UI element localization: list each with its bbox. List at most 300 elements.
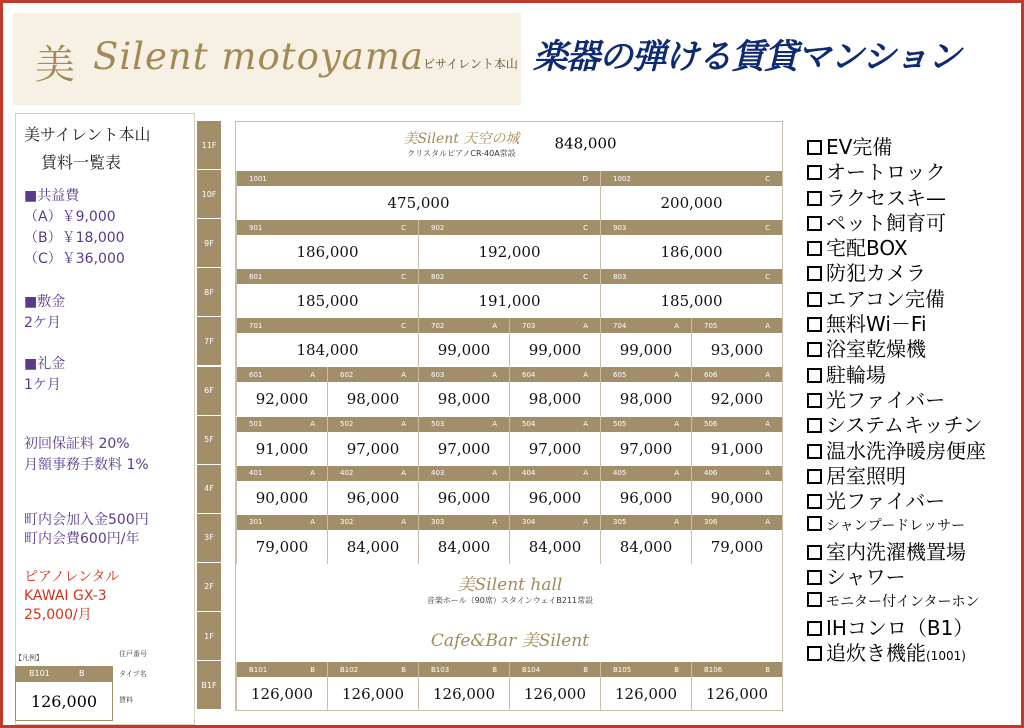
unit-header [328,662,418,677]
checkbox-icon [807,592,822,607]
unit-rent: 98,000 [437,390,491,409]
feature-label: ペット飼育可 [826,210,946,235]
unit-rent: 79,000 [710,537,764,556]
unit-cell [418,515,509,564]
unit-header [510,367,600,382]
unit-number: 604 [522,370,536,379]
unit-rent: 126,000 [341,685,405,703]
penthouse-rent: 848,000 [554,134,617,153]
unit-header [237,171,600,186]
unit-rent: 79,000 [255,537,309,556]
feature-label: 無料Wi－Fi [826,312,927,337]
checkbox-icon [807,165,822,180]
piano-price: 25,000/月 [24,607,92,623]
unit-cell [236,171,600,220]
unit-type: C [583,223,588,232]
checkbox-icon [807,317,822,332]
unit-cell [418,318,509,367]
unit-cell [509,515,600,564]
feature-item [807,363,1019,388]
legend [13,651,163,723]
unit-rent: 92,000 [710,390,764,409]
unit-cell [327,367,418,416]
unit-header [328,417,418,432]
unit-cell [600,220,782,269]
penthouse [236,128,784,159]
feature-label: 温水洗浄暖房便座 [826,438,986,463]
feature-item [807,616,1019,641]
unit-cell [600,318,691,367]
unit-header [692,515,782,530]
unit-cell [509,367,600,416]
unit-number: 501 [249,420,263,428]
feature-label: 光ファイバー [826,489,946,514]
unit-number: 402 [340,469,354,478]
unit-rent: 126,000 [523,685,587,703]
unit-cell [691,318,782,367]
feature-label: システムキッチン [826,413,983,438]
unit-type: C [765,223,770,232]
unit-type: A [310,370,315,379]
unit-rent: 96,000 [346,488,400,507]
unit-number: 505 [613,420,627,428]
checkbox-icon [807,545,822,560]
unit-header [692,466,782,481]
unit-number: 1001 [249,174,267,183]
unit-number: 303 [431,518,445,527]
unit-number: 702 [431,321,445,330]
unit-type: A [765,370,770,379]
unit-type: A [310,518,315,527]
penthouse-note: クリスタルピアノCR-40A常設 [407,149,516,158]
legend-type: B [79,669,85,678]
checkbox-icon [807,444,822,459]
unit-header [601,515,691,530]
feature-label: IHコンロ（B1） [826,615,974,640]
floor-label: 11F [197,121,221,170]
unit-header [237,662,327,677]
unit-type: A [765,469,770,478]
unit-header [692,318,782,333]
unit-number: 606 [704,370,718,379]
feature-label: 追炊き機能 [826,640,926,665]
unit-header [419,662,509,677]
unit-header [237,417,327,432]
unit-header [692,662,782,677]
unit-rent: 91,000 [710,439,764,458]
unit-rent: 84,000 [528,537,582,556]
unit-number: 703 [522,321,536,330]
assoc-annual-fee: 町内会費600円/年 [24,531,140,547]
unit-header [601,220,782,235]
unit-rent: 126,000 [432,685,496,703]
unit-cell [236,662,327,711]
unit-number: B104 [522,665,541,674]
unit-cell [236,269,418,318]
feature-label: 宅配BOX [826,236,908,261]
unit-cell [236,466,327,515]
unit-type: A [401,420,406,428]
feature-item [807,641,1019,669]
feature-item [807,540,1019,565]
feature-item [807,413,1019,438]
legend-title: 【凡例】 [15,654,43,662]
unit-header [510,515,600,530]
feature-label: シャンプードレッサー [826,518,966,535]
checkbox-icon [807,646,822,661]
unit-cell [327,417,418,466]
unit-rent: 192,000 [478,243,541,262]
unit-number: 701 [249,321,263,330]
unit-rent: 126,000 [250,685,314,703]
unit-type: C [401,272,406,281]
feature-label: EV完備 [826,135,893,159]
unit-type: A [674,469,679,478]
unit-rent: 97,000 [437,439,491,458]
legend-header [15,666,113,681]
unit-type: A [492,518,497,527]
unit-rent: 200,000 [660,194,723,212]
legend-unit-no: B101 [29,669,50,678]
headline: 楽器の弾ける賃貸マンション [533,37,961,77]
unit-type: D [582,174,588,183]
unit-cell [327,515,418,564]
unit-header [601,367,691,382]
unit-rent: 126,000 [614,685,678,703]
kyoeki-a: （A）￥9,000 [24,209,116,225]
unit-header [328,367,418,382]
unit-type: A [583,420,588,428]
unit-number: 401 [249,469,263,478]
unit-rent: 185,000 [296,292,359,311]
unit-cell [236,515,327,564]
guarantee-fee: 初回保証料 20% [24,436,130,452]
unit-number: 802 [431,272,445,281]
unit-type: B [401,665,406,674]
feature-item [807,287,1019,312]
logo-kanji: 美 [35,42,75,88]
checkbox-icon [807,368,822,383]
unit-header [510,466,600,481]
unit-header [692,367,782,382]
unit-type: A [674,370,679,379]
unit-number: B102 [340,665,359,674]
unit-cell [236,220,418,269]
unit-rent: 96,000 [528,488,582,507]
floor-label: 9F [197,219,221,268]
unit-type: A [401,370,406,379]
unit-number: 601 [249,370,263,379]
unit-number: B105 [613,665,632,674]
unit-rent: 96,000 [619,488,673,507]
feature-label: 居室照明 [826,463,906,488]
kyoeki-b: （B）￥18,000 [24,230,125,246]
unit-rent: 126,000 [705,685,769,703]
unit-type: A [583,370,588,379]
unit-header [692,417,782,432]
unit-type: A [310,420,315,428]
floor-label: 10F [197,170,221,219]
unit-header [510,318,600,333]
unit-number: 306 [704,518,718,527]
piano-rental: ピアノレンタル [24,569,120,585]
unit-type: A [583,321,588,330]
feature-note: (1001) [926,648,966,663]
unit-number: 502 [340,420,354,428]
unit-header [237,466,327,481]
unit-header [419,466,509,481]
unit-type: A [492,420,497,428]
floor-column [197,121,221,711]
unit-cell [509,318,600,367]
checkbox-icon [807,140,822,155]
unit-type: B [583,665,588,674]
unit-type: C [765,174,770,183]
unit-cell [509,662,600,711]
feature-label: 室内洗濯機置場 [826,539,966,564]
unit-rent: 90,000 [710,488,764,507]
unit-cell [236,417,327,466]
unit-number: 602 [340,370,354,379]
unit-rent: 99,000 [619,341,673,360]
feature-list [807,135,1019,669]
shikikin-value: 2ケ月 [24,315,61,331]
unit-rent: 99,000 [528,341,582,360]
penthouse-name: 美Silent 天空の城 [403,131,520,147]
unit-number: B103 [431,665,450,674]
unit-rent: 97,000 [346,439,400,458]
unit-rent: 92,000 [255,390,309,409]
unit-rent: 84,000 [346,537,400,556]
feature-label: 防犯カメラ [826,261,926,286]
unit-number: 305 [613,518,627,527]
unit-header [237,515,327,530]
unit-rent: 98,000 [346,390,400,409]
feature-item [807,261,1019,286]
unit-type: A [401,469,406,478]
legend-rent-label: 賃料 [119,696,133,704]
unit-type: A [401,518,406,527]
feature-label: エアコン完備 [826,286,945,311]
feature-item [807,160,1019,185]
unit-cell [327,662,418,711]
feature-item [807,211,1019,236]
building-grid [235,121,783,711]
feature-label: モニター付インターホン [826,594,980,611]
unit-type: A [492,321,497,330]
unit-header [419,269,600,284]
unit-cell [509,466,600,515]
unit-type: A [674,321,679,330]
kyoeki-label: ■共益費 [24,188,80,204]
unit-cell [327,466,418,515]
info-title: 美サイレント本山 [24,125,151,144]
unit-number: 704 [613,321,627,330]
unit-number: 903 [613,223,627,232]
unit-header [237,220,418,235]
unit-number: 803 [613,272,627,281]
floor-label: B1F [197,661,221,710]
unit-type: B [310,665,315,674]
unit-cell [600,367,691,416]
unit-header [419,318,509,333]
unit-number: 406 [704,469,718,478]
info-panel [15,113,195,725]
unit-number: 404 [522,469,536,478]
feature-label: 浴室乾燥機 [826,337,926,362]
admin-fee: 月額事務手数料 1% [24,457,149,473]
unit-rent: 184,000 [296,341,359,360]
unit-cell [418,220,600,269]
unit-header [328,515,418,530]
feature-label: 光ファイバー [826,387,946,412]
unit-cell [418,269,600,318]
feature-item [807,464,1019,489]
unit-type: B [492,665,497,674]
unit-cell [600,171,782,220]
unit-cell [418,466,509,515]
checkbox-icon [807,292,822,307]
checkbox-icon [807,621,822,636]
checkbox-icon [807,191,822,206]
checkbox-icon [807,241,822,256]
unit-number: 603 [431,370,445,379]
unit-rent: 186,000 [296,243,359,262]
checkbox-icon [807,216,822,231]
logo-kana: ビサイレント本山 [423,57,518,71]
unit-header [419,417,509,432]
unit-cell [600,466,691,515]
unit-header [601,171,782,186]
unit-number: 605 [613,370,627,379]
unit-type: A [583,469,588,478]
unit-cell [236,318,418,367]
floor-label: 6F [197,367,221,416]
checkbox-icon [807,266,822,281]
unit-rent: 90,000 [255,488,309,507]
hall-note: 音楽ホール（90席）スタインウェイB211常設 [426,596,594,605]
unit-cell [418,662,509,711]
feature-label: 駐輪場 [826,362,886,387]
info-subtitle: 賃料一覧表 [41,153,122,172]
feature-item [807,312,1019,337]
unit-header [601,269,782,284]
unit-rent: 97,000 [619,439,673,458]
unit-rent: 475,000 [387,194,450,212]
assoc-join-fee: 町内会加入金500円 [24,512,149,528]
unit-number: 405 [613,469,627,478]
unit-header [601,466,691,481]
reikin-value: 1ケ月 [24,377,61,393]
unit-number: 302 [340,518,354,527]
unit-cell [691,515,782,564]
unit-rent: 186,000 [660,243,723,262]
unit-header [601,318,691,333]
unit-cell [600,269,782,318]
floor-label: 4F [197,465,221,514]
unit-cell [418,367,509,416]
brand-logo [13,13,521,105]
unit-cell [236,367,327,416]
unit-header [237,367,327,382]
unit-number: 301 [249,518,263,527]
unit-header [419,515,509,530]
kyoeki-c: （C）￥36,000 [24,251,125,267]
unit-header [237,318,418,333]
unit-rent: 98,000 [619,390,673,409]
unit-header [510,662,600,677]
checkbox-icon [807,516,822,531]
unit-number: 403 [431,469,445,478]
legend-type-label: タイプ名 [119,670,147,678]
unit-type: B [674,665,679,674]
unit-type: A [492,370,497,379]
feature-item [807,590,1019,615]
shikikin-label: ■敷金 [24,294,66,310]
unit-header [419,367,509,382]
feature-item [807,186,1019,211]
feature-item [807,514,1019,539]
unit-cell [418,417,509,466]
unit-cell [691,367,782,416]
checkbox-icon [807,494,822,509]
unit-number: 304 [522,518,536,527]
unit-header [237,269,418,284]
hall-name: 美Silent hall [457,575,563,595]
unit-header [510,417,600,432]
floor-label: 2F [197,563,221,612]
unit-rent: 84,000 [619,537,673,556]
feature-item [807,337,1019,362]
checkbox-icon [807,418,822,433]
piano-model: KAWAI GX-3 [24,588,107,604]
unit-header [601,662,691,677]
logo-script: Silent motoyama [93,35,424,78]
unit-number: 506 [704,420,718,428]
unit-number: 504 [522,420,536,428]
unit-cell [509,417,600,466]
unit-number: 801 [249,272,263,281]
floor-label: 5F [197,416,221,465]
feature-item [807,135,1019,160]
feature-label: シャワー [826,565,906,590]
unit-rent: 97,000 [528,439,582,458]
checkbox-icon [807,469,822,484]
checkbox-icon [807,393,822,408]
unit-header [328,466,418,481]
unit-number: 902 [431,223,445,232]
unit-rent: 98,000 [528,390,582,409]
unit-type: A [674,518,679,527]
checkbox-icon [807,342,822,357]
feature-item [807,236,1019,261]
unit-type: C [765,272,770,281]
floor-label: 1F [197,612,221,661]
unit-rent: 91,000 [255,439,309,458]
unit-rent: 96,000 [437,488,491,507]
unit-rent: 191,000 [478,292,541,311]
unit-rent: 185,000 [660,292,723,311]
legend-rent: 126,000 [15,681,113,721]
unit-type: C [401,321,406,330]
unit-type: C [401,223,406,232]
unit-cell [691,417,782,466]
reikin-label: ■礼金 [24,356,66,372]
unit-cell [600,417,691,466]
unit-cell [600,662,691,711]
feature-item [807,439,1019,464]
unit-number: 705 [704,321,718,330]
